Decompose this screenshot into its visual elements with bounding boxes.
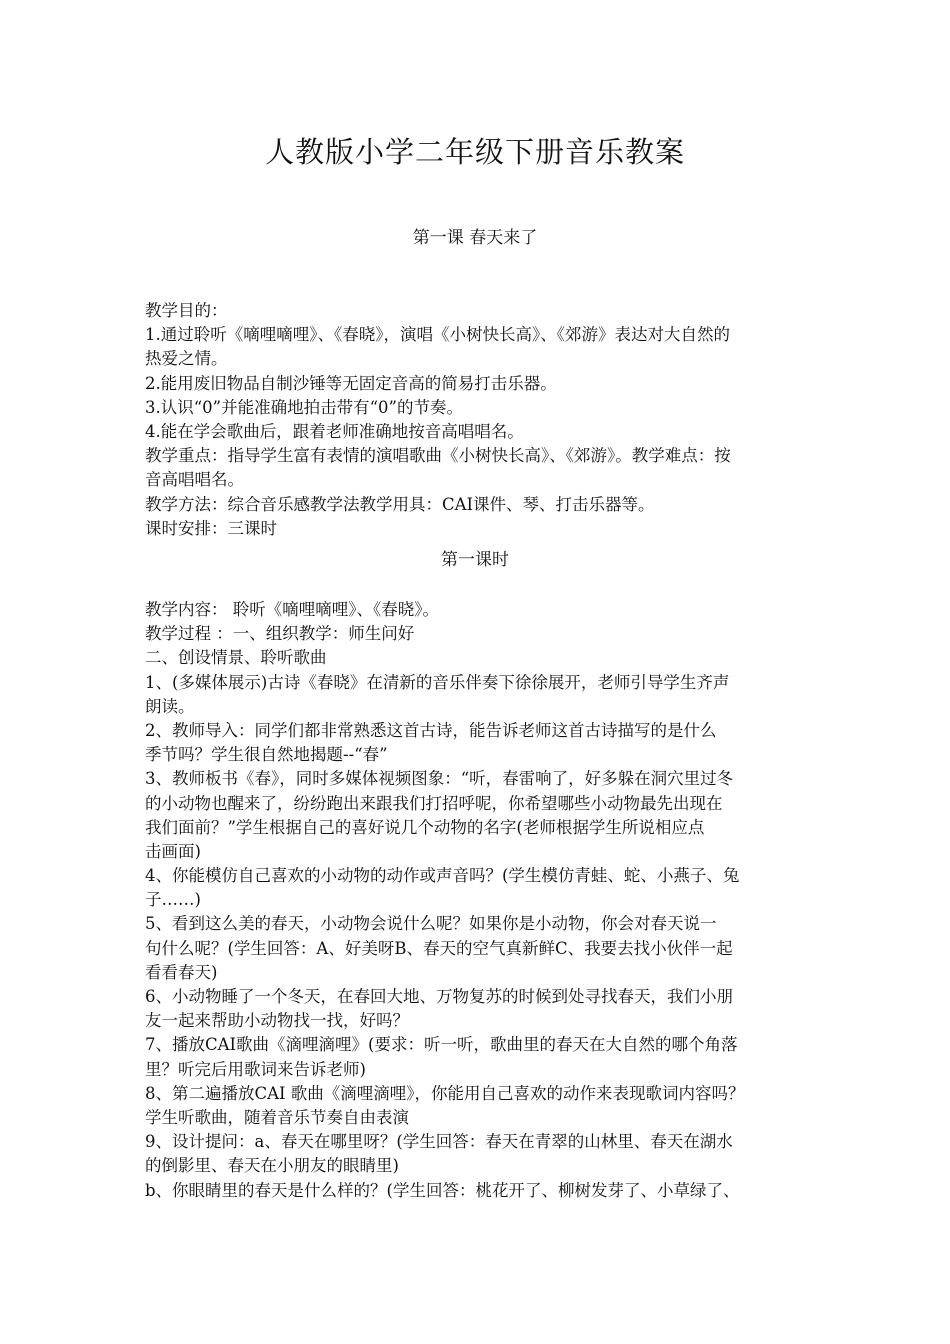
section-heading: 第一课时 [441, 550, 509, 570]
text-line: 季节吗？学生很自然地揭题--“春” [145, 745, 388, 765]
text-line: 看看春天) [145, 962, 218, 982]
text-line: 朗读。 [145, 696, 195, 716]
text-line: 学生听歌曲，随着音乐节奏自由表演 [145, 1107, 409, 1127]
lesson-heading: 第一课 春天来了 [412, 228, 538, 248]
text-line: 的倒影里、春天在小朋友的眼睛里) [145, 1156, 399, 1176]
text-line: 3.认识“0”并能准确地拍击带有“0”的节奏。 [145, 397, 463, 417]
text-line: 6、小动物睡了一个冬天，在春回大地、万物复苏的时候到处寻找春天，我们小朋 [145, 987, 733, 1006]
text-line: 教学内容： 聆听《嘀哩嘀哩》、《春晓》。 [145, 600, 439, 619]
text-line: 里？听完后用歌词来告诉老师) [145, 1059, 366, 1079]
text-line: 我们面前？”学生根据自己的喜好说几个动物的名字(老师根据学生所说相应点 [145, 817, 705, 837]
text-line: 1.通过聆听《嘀哩嘀哩》、《春晓》，演唱《小树快长高》、《郊游》表达对大自然的 [145, 325, 730, 345]
text-line: 友一起来帮助小动物找一找，好吗？ [145, 1011, 409, 1031]
text-line: 2.能用废旧物品自制沙锤等无固定音高的简易打击乐器。 [145, 373, 557, 393]
text-line: 的小动物也醒来了，纷纷跑出来跟我们打招呼呢，你希望哪些小动物最先出现在 [145, 793, 723, 813]
text-line: b、你眼睛里的春天是什么样的？(学生回答：桃花开了、柳树发芽了、小草绿了、 [145, 1180, 740, 1200]
text-line: 5、看到这么美的春天，小动物会说什么呢？如果你是小动物，你会对春天说一 [145, 914, 717, 934]
document-title: 人教版小学二年级下册音乐教案 [264, 135, 685, 169]
text-line: 8、第二遍播放CAI 歌曲《滴哩滴哩》，你能用自己喜欢的动作来表现歌词内容吗？ [145, 1083, 745, 1103]
text-line: 教学重点：指导学生富有表情的演唱歌曲《小树快长高》、《郊游》。教学难点：按 [145, 446, 731, 466]
text-line: 4.能在学会歌曲后，跟着老师准确地按音高唱唱名。 [145, 421, 524, 441]
objectives-section [145, 299, 810, 541]
text-line: 3、教师板书《春》，同时多媒体视频图象：“听，春雷响了，好多躲在洞穴里过冬 [145, 769, 734, 789]
text-line: 热爱之情。 [145, 349, 228, 369]
text-line: 二、创设情景、聆听歌曲 [145, 648, 327, 668]
text-line: 1、(多媒体展示)古诗《春晓》在清新的音乐伴奏下徐徐展开，老师引导学生齐声 [145, 672, 730, 692]
process-section [145, 598, 810, 1203]
text-line: 教学方法：综合音乐感教学法教学用具：CAI课件、琴、打击乐器等。 [145, 494, 655, 514]
text-line: 7、播放CAI歌曲《滴哩滴哩》(要求：听一听，歌曲里的春天在大自然的哪个角落 [145, 1035, 738, 1055]
text-line: 句什么呢？(学生回答：A、好美呀B、春天的空气真新鲜C、我要去找小伙伴一起 [145, 938, 733, 958]
text-line: 教学目的： [145, 301, 228, 320]
text-line: 音高唱唱名。 [145, 470, 244, 490]
text-line: 4、你能模仿自己喜欢的小动物的动作或声音吗？(学生模仿青蛙、蛇、小燕子、兔 [145, 866, 740, 886]
text-line: 教学过程 ：一、组织教学：师生问好 [145, 624, 415, 644]
text-line: 9、设计提问：a、春天在哪里呀？(学生回答：春天在青翠的山林里、春天在湖水 [145, 1132, 733, 1152]
text-line: 课时安排：三课时 [145, 518, 277, 538]
text-line: 击画面) [145, 841, 201, 861]
text-line: 子……) [145, 890, 201, 910]
text-line: 2、教师导入：同学们都非常熟悉这首古诗，能告诉老师这首古诗描写的是什么 [145, 720, 717, 740]
